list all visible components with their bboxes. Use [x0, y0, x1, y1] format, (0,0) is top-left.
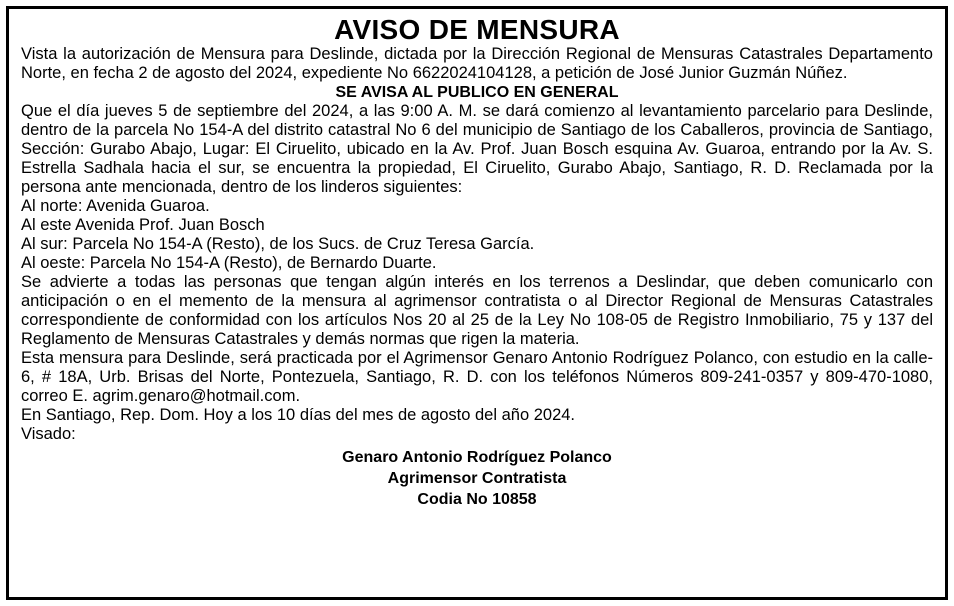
boundary-south: Al sur: Parcela No 154-A (Resto), de los Sucs. de Cruz Teresa García.: [21, 235, 535, 253]
signature-role: Agrimensor Contratista: [387, 470, 567, 487]
signature-codia: Codia No 10858: [417, 491, 537, 508]
warning-paragraph: Se advierte a todas las personas que tengan algún interés en los terrenos a Deslindar, que deben comunicarlo con anticipación o en el memento de la mensura al agrimensor contratista o al Director Regional de Mensuras Catastrales correspondiente de conformidad con los artículos Nos 20 al 25 de la Ley No 108-05 de Registro Inmobiliario, 75 y 137 del Reglamento de Mensuras Catastrales y demás normas que rigen la materia.: [21, 273, 933, 348]
public-notice-subheading: SE AVISA AL PUBLICO EN GENERAL: [335, 84, 619, 101]
signature-name: Genaro Antonio Rodríguez Polanco: [342, 449, 612, 466]
intro-paragraph: Vista la autorización de Mensura para Deslinde, dictada por la Dirección Regional de Mensuras Catastrales Departamento Norte, en fecha 2 de agosto del 2024, expediente No 6622024104128, a petición de José Junior Guzmán Núñez.: [21, 45, 933, 82]
place-date-line: En Santiago, Rep. Dom. Hoy a los 10 días del mes de agosto del año 2024.: [21, 406, 576, 424]
notice-title: AVISO DE MENSURA: [334, 14, 620, 45]
visado-label: Visado:: [21, 425, 76, 443]
boundary-east: Al este Avenida Prof. Juan Bosch: [21, 216, 265, 234]
notice-box: [6, 6, 948, 600]
boundary-north: Al norte: Avenida Guaroa.: [21, 197, 210, 215]
surveyor-info-paragraph: Esta mensura para Deslinde, será practicada por el Agrimensor Genaro Antonio Rodríguez Polanco, con estudio en la calle-6, # 18A, Urb. Brisas del Norte, Pontezuela, Santiago, R. D. con los teléfonos Números 809-241-0357 y 809-470-1080, correo E. agrim.genaro@hotmail.com.: [21, 349, 933, 405]
survey-details-paragraph: Que el día jueves 5 de septiembre del 2024, a las 9:00 A. M. se dará comienzo al levantamiento parcelario para Deslinde, dentro de la parcela No 154-A del distrito catastral No 6 del municipio de Santiago de los Caballeros, provincia de Santiago, Sección: Gurabo Abajo, Lugar: El Ciruelito, ubicado en la Av. Prof. Juan Bosch esquina Av. Guaroa, entrando por la Av. S. Estrella Sadhala hacia el sur, se encuentra la propiedad, El Ciruelito, Gurabo Abajo, Santiago, R. D. Reclamada por la persona ante mencionada, dentro de los linderos siguientes:: [21, 102, 933, 196]
boundary-west: Al oeste: Parcela No 154-A (Resto), de Bernardo Duarte.: [21, 254, 437, 272]
signature-block: [21, 447, 933, 510]
